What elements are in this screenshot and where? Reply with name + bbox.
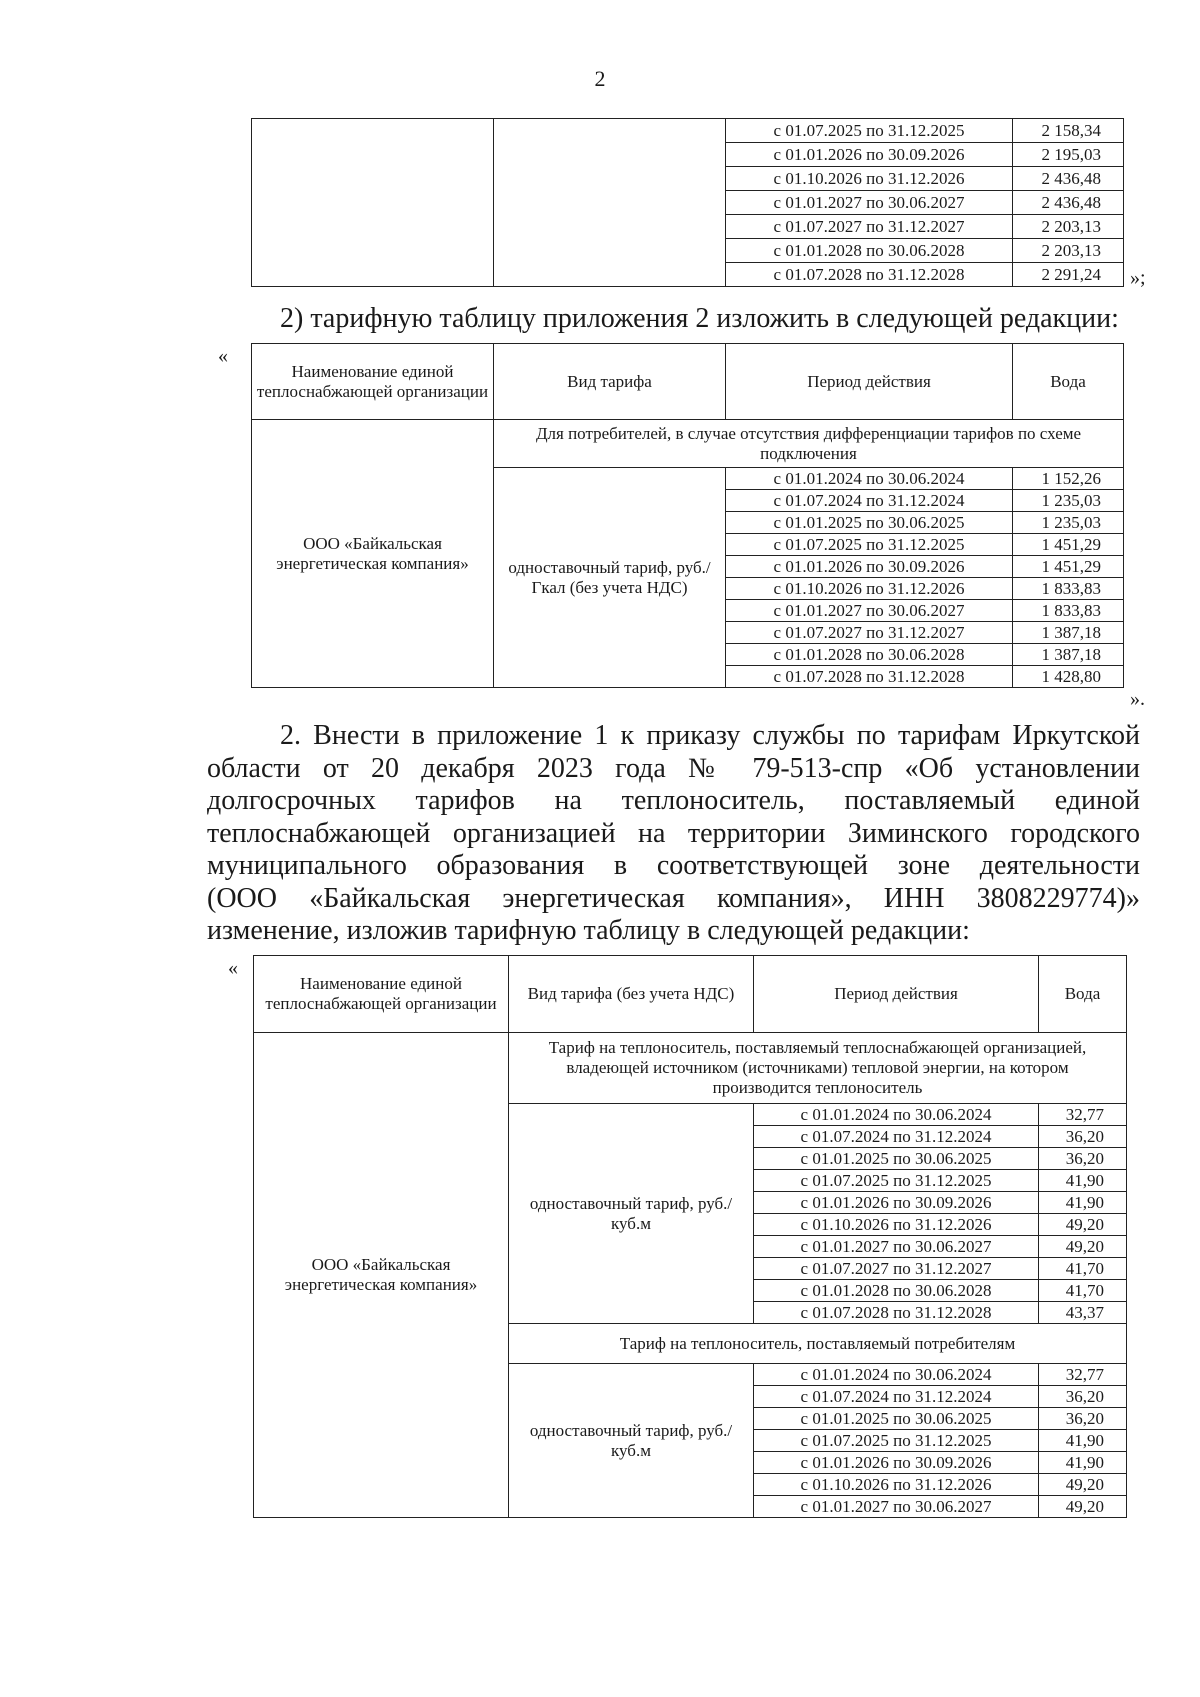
period-cell: с 01.07.2025 по 31.12.2025 bbox=[754, 1430, 1039, 1452]
org-name-cell: ООО «Байкальская энергетическая компания» bbox=[252, 420, 494, 688]
period-cell: с 01.01.2028 по 30.06.2028 bbox=[754, 1280, 1039, 1302]
period-cell: с 01.01.2024 по 30.06.2024 bbox=[754, 1104, 1039, 1126]
value-cell: 36,20 bbox=[1039, 1386, 1127, 1408]
value-cell: 2 203,13 bbox=[1013, 215, 1124, 239]
value-cell: 32,77 bbox=[1039, 1104, 1127, 1126]
value-cell: 1 235,03 bbox=[1013, 512, 1124, 534]
period-cell: с 01.07.2024 по 31.12.2024 bbox=[726, 490, 1013, 512]
period-cell: с 01.07.2027 по 31.12.2027 bbox=[726, 215, 1013, 239]
period-cell: с 01.10.2026 по 31.12.2026 bbox=[754, 1474, 1039, 1496]
period-cell: с 01.01.2027 по 30.06.2027 bbox=[726, 191, 1013, 215]
paragraph-line: области от 20 декабря 2023 года № 79-513-спр «Об установлении bbox=[207, 752, 1140, 784]
period-cell: с 01.01.2026 по 30.09.2026 bbox=[726, 556, 1013, 578]
value-cell: 41,70 bbox=[1039, 1280, 1127, 1302]
org-name-cell: ООО «Байкальская энергетическая компания» bbox=[254, 1033, 509, 1518]
period-cell: с 01.10.2026 по 31.12.2026 bbox=[726, 578, 1013, 600]
value-cell: 49,20 bbox=[1039, 1236, 1127, 1258]
period-cell: с 01.07.2024 по 31.12.2024 bbox=[754, 1126, 1039, 1148]
page-number: 2 bbox=[594, 66, 606, 91]
value-cell: 1 235,03 bbox=[1013, 490, 1124, 512]
paragraph-line: долгосрочных тарифов на теплоноситель, поставляемый единой bbox=[207, 785, 1140, 816]
section-title: Для потребителей, в случае отсутствия дифференциации тарифов по схеме подключения bbox=[494, 420, 1124, 468]
header-period: Период действия bbox=[754, 956, 1039, 1033]
period-cell: с 01.07.2025 по 31.12.2025 bbox=[726, 534, 1013, 556]
period-cell: с 01.01.2028 по 30.06.2028 bbox=[726, 644, 1013, 666]
value-cell: 1 451,29 bbox=[1013, 556, 1124, 578]
header-tariff-type: Вид тарифа bbox=[494, 344, 726, 420]
empty-org-cell bbox=[252, 119, 494, 287]
tariff-table-continuation bbox=[251, 118, 1124, 287]
period-cell: с 01.01.2024 по 30.06.2024 bbox=[754, 1364, 1039, 1386]
section-title: Тариф на теплоноситель, поставляемый теплоснабжающей организацией, владеющей источником (источниками) тепловой энергии, на котором производится теплоноситель bbox=[509, 1033, 1127, 1104]
value-cell: 1 387,18 bbox=[1013, 622, 1124, 644]
header-water: Вода bbox=[1039, 956, 1127, 1033]
tariff-table-appendix-1 bbox=[253, 955, 1127, 1518]
period-cell: с 01.01.2026 по 30.09.2026 bbox=[726, 143, 1013, 167]
period-cell: с 01.01.2027 по 30.06.2027 bbox=[754, 1496, 1039, 1518]
value-cell: 1 451,29 bbox=[1013, 534, 1124, 556]
section-title: Тариф на теплоноситель, поставляемый потребителям bbox=[509, 1324, 1127, 1364]
period-cell: с 01.07.2027 по 31.12.2027 bbox=[726, 622, 1013, 644]
period-cell: с 01.07.2028 по 31.12.2028 bbox=[726, 263, 1013, 287]
value-cell: 41,90 bbox=[1039, 1452, 1127, 1474]
paragraph-line: муниципального образования в соответствующей зоне деятельности bbox=[207, 850, 1140, 881]
value-cell: 41,90 bbox=[1039, 1430, 1127, 1452]
paragraph-2 bbox=[207, 720, 1140, 948]
value-cell: 2 436,48 bbox=[1013, 191, 1124, 215]
period-cell: с 01.10.2026 по 31.12.2026 bbox=[754, 1214, 1039, 1236]
period-cell: с 01.01.2028 по 30.06.2028 bbox=[726, 239, 1013, 263]
period-cell: с 01.07.2025 по 31.12.2025 bbox=[726, 119, 1013, 143]
value-cell: 36,20 bbox=[1039, 1126, 1127, 1148]
period-cell: с 01.01.2026 по 30.09.2026 bbox=[754, 1452, 1039, 1474]
value-cell: 1 152,26 bbox=[1013, 468, 1124, 490]
table1-close-mark: ». bbox=[1130, 688, 1145, 710]
table1-open-mark: « bbox=[218, 345, 228, 367]
empty-tariff-cell bbox=[494, 119, 726, 287]
value-cell: 2 158,34 bbox=[1013, 119, 1124, 143]
value-cell: 41,70 bbox=[1039, 1258, 1127, 1280]
value-cell: 41,90 bbox=[1039, 1170, 1127, 1192]
value-cell: 49,20 bbox=[1039, 1474, 1127, 1496]
value-cell: 1 387,18 bbox=[1013, 644, 1124, 666]
period-cell: с 01.10.2026 по 31.12.2026 bbox=[726, 167, 1013, 191]
tariff-table-appendix-2 bbox=[251, 343, 1124, 688]
value-cell: 32,77 bbox=[1039, 1364, 1127, 1386]
header-tariff-type: Вид тарифа (без учета НДС) bbox=[509, 956, 754, 1033]
paragraph-line: 2. Внести в приложение 1 к приказу службы по тарифам Иркутской bbox=[280, 720, 1140, 751]
period-cell: с 01.01.2027 по 30.06.2027 bbox=[726, 600, 1013, 622]
period-cell: с 01.01.2025 по 30.06.2025 bbox=[754, 1408, 1039, 1430]
value-cell: 1 428,80 bbox=[1013, 666, 1124, 688]
paragraph-line: теплоснабжающей организацией на территории Зиминского городского bbox=[207, 817, 1140, 849]
table0-close-mark: »; bbox=[1130, 267, 1146, 289]
value-cell: 43,37 bbox=[1039, 1302, 1127, 1324]
period-cell: с 01.07.2027 по 31.12.2027 bbox=[754, 1258, 1039, 1280]
value-cell: 1 833,83 bbox=[1013, 600, 1124, 622]
period-cell: с 01.07.2028 по 31.12.2028 bbox=[726, 666, 1013, 688]
value-cell: 49,20 bbox=[1039, 1214, 1127, 1236]
value-cell: 2 436,48 bbox=[1013, 167, 1124, 191]
header-water: Вода bbox=[1013, 344, 1124, 420]
period-cell: с 01.07.2024 по 31.12.2024 bbox=[754, 1386, 1039, 1408]
period-cell: с 01.01.2027 по 30.06.2027 bbox=[754, 1236, 1039, 1258]
header-org-name: Наименование единой теплоснабжающей организации bbox=[252, 344, 494, 420]
value-cell: 2 195,03 bbox=[1013, 143, 1124, 167]
period-cell: с 01.01.2026 по 30.09.2026 bbox=[754, 1192, 1039, 1214]
tariff-type-cell: одноставочный тариф, руб./куб.м bbox=[509, 1104, 754, 1324]
period-cell: с 01.01.2025 по 30.06.2025 bbox=[726, 512, 1013, 534]
section-row bbox=[254, 1033, 1127, 1104]
header-org-name: Наименование единой теплоснабжающей организации bbox=[254, 956, 509, 1033]
value-cell: 1 833,83 bbox=[1013, 578, 1124, 600]
section-heading-2: 2) тарифную таблицу приложения 2 изложить в следующей редакции: bbox=[280, 303, 1119, 334]
table-row bbox=[252, 119, 1124, 143]
table2-open-mark: « bbox=[228, 957, 238, 979]
tariff-type-cell: одноставочный тариф, руб./куб.м bbox=[509, 1364, 754, 1518]
value-cell: 41,90 bbox=[1039, 1192, 1127, 1214]
period-cell: с 01.07.2025 по 31.12.2025 bbox=[754, 1170, 1039, 1192]
period-cell: с 01.01.2024 по 30.06.2024 bbox=[726, 468, 1013, 490]
period-cell: с 01.07.2028 по 31.12.2028 bbox=[754, 1302, 1039, 1324]
period-cell: с 01.01.2025 по 30.06.2025 bbox=[754, 1148, 1039, 1170]
tariff-type-cell: одноставочный тариф, руб./Гкал (без учета НДС) bbox=[494, 468, 726, 688]
header-period: Период действия bbox=[726, 344, 1013, 420]
value-cell: 49,20 bbox=[1039, 1496, 1127, 1518]
value-cell: 36,20 bbox=[1039, 1408, 1127, 1430]
value-cell: 2 291,24 bbox=[1013, 263, 1124, 287]
paragraph-line: (ООО «Байкальская энергетическая компания», ИНН 3808229774)» bbox=[207, 882, 1140, 914]
value-cell: 36,20 bbox=[1039, 1148, 1127, 1170]
paragraph-line: изменение, изложив тарифную таблицу в следующей редакции: bbox=[207, 915, 970, 946]
value-cell: 2 203,13 bbox=[1013, 239, 1124, 263]
